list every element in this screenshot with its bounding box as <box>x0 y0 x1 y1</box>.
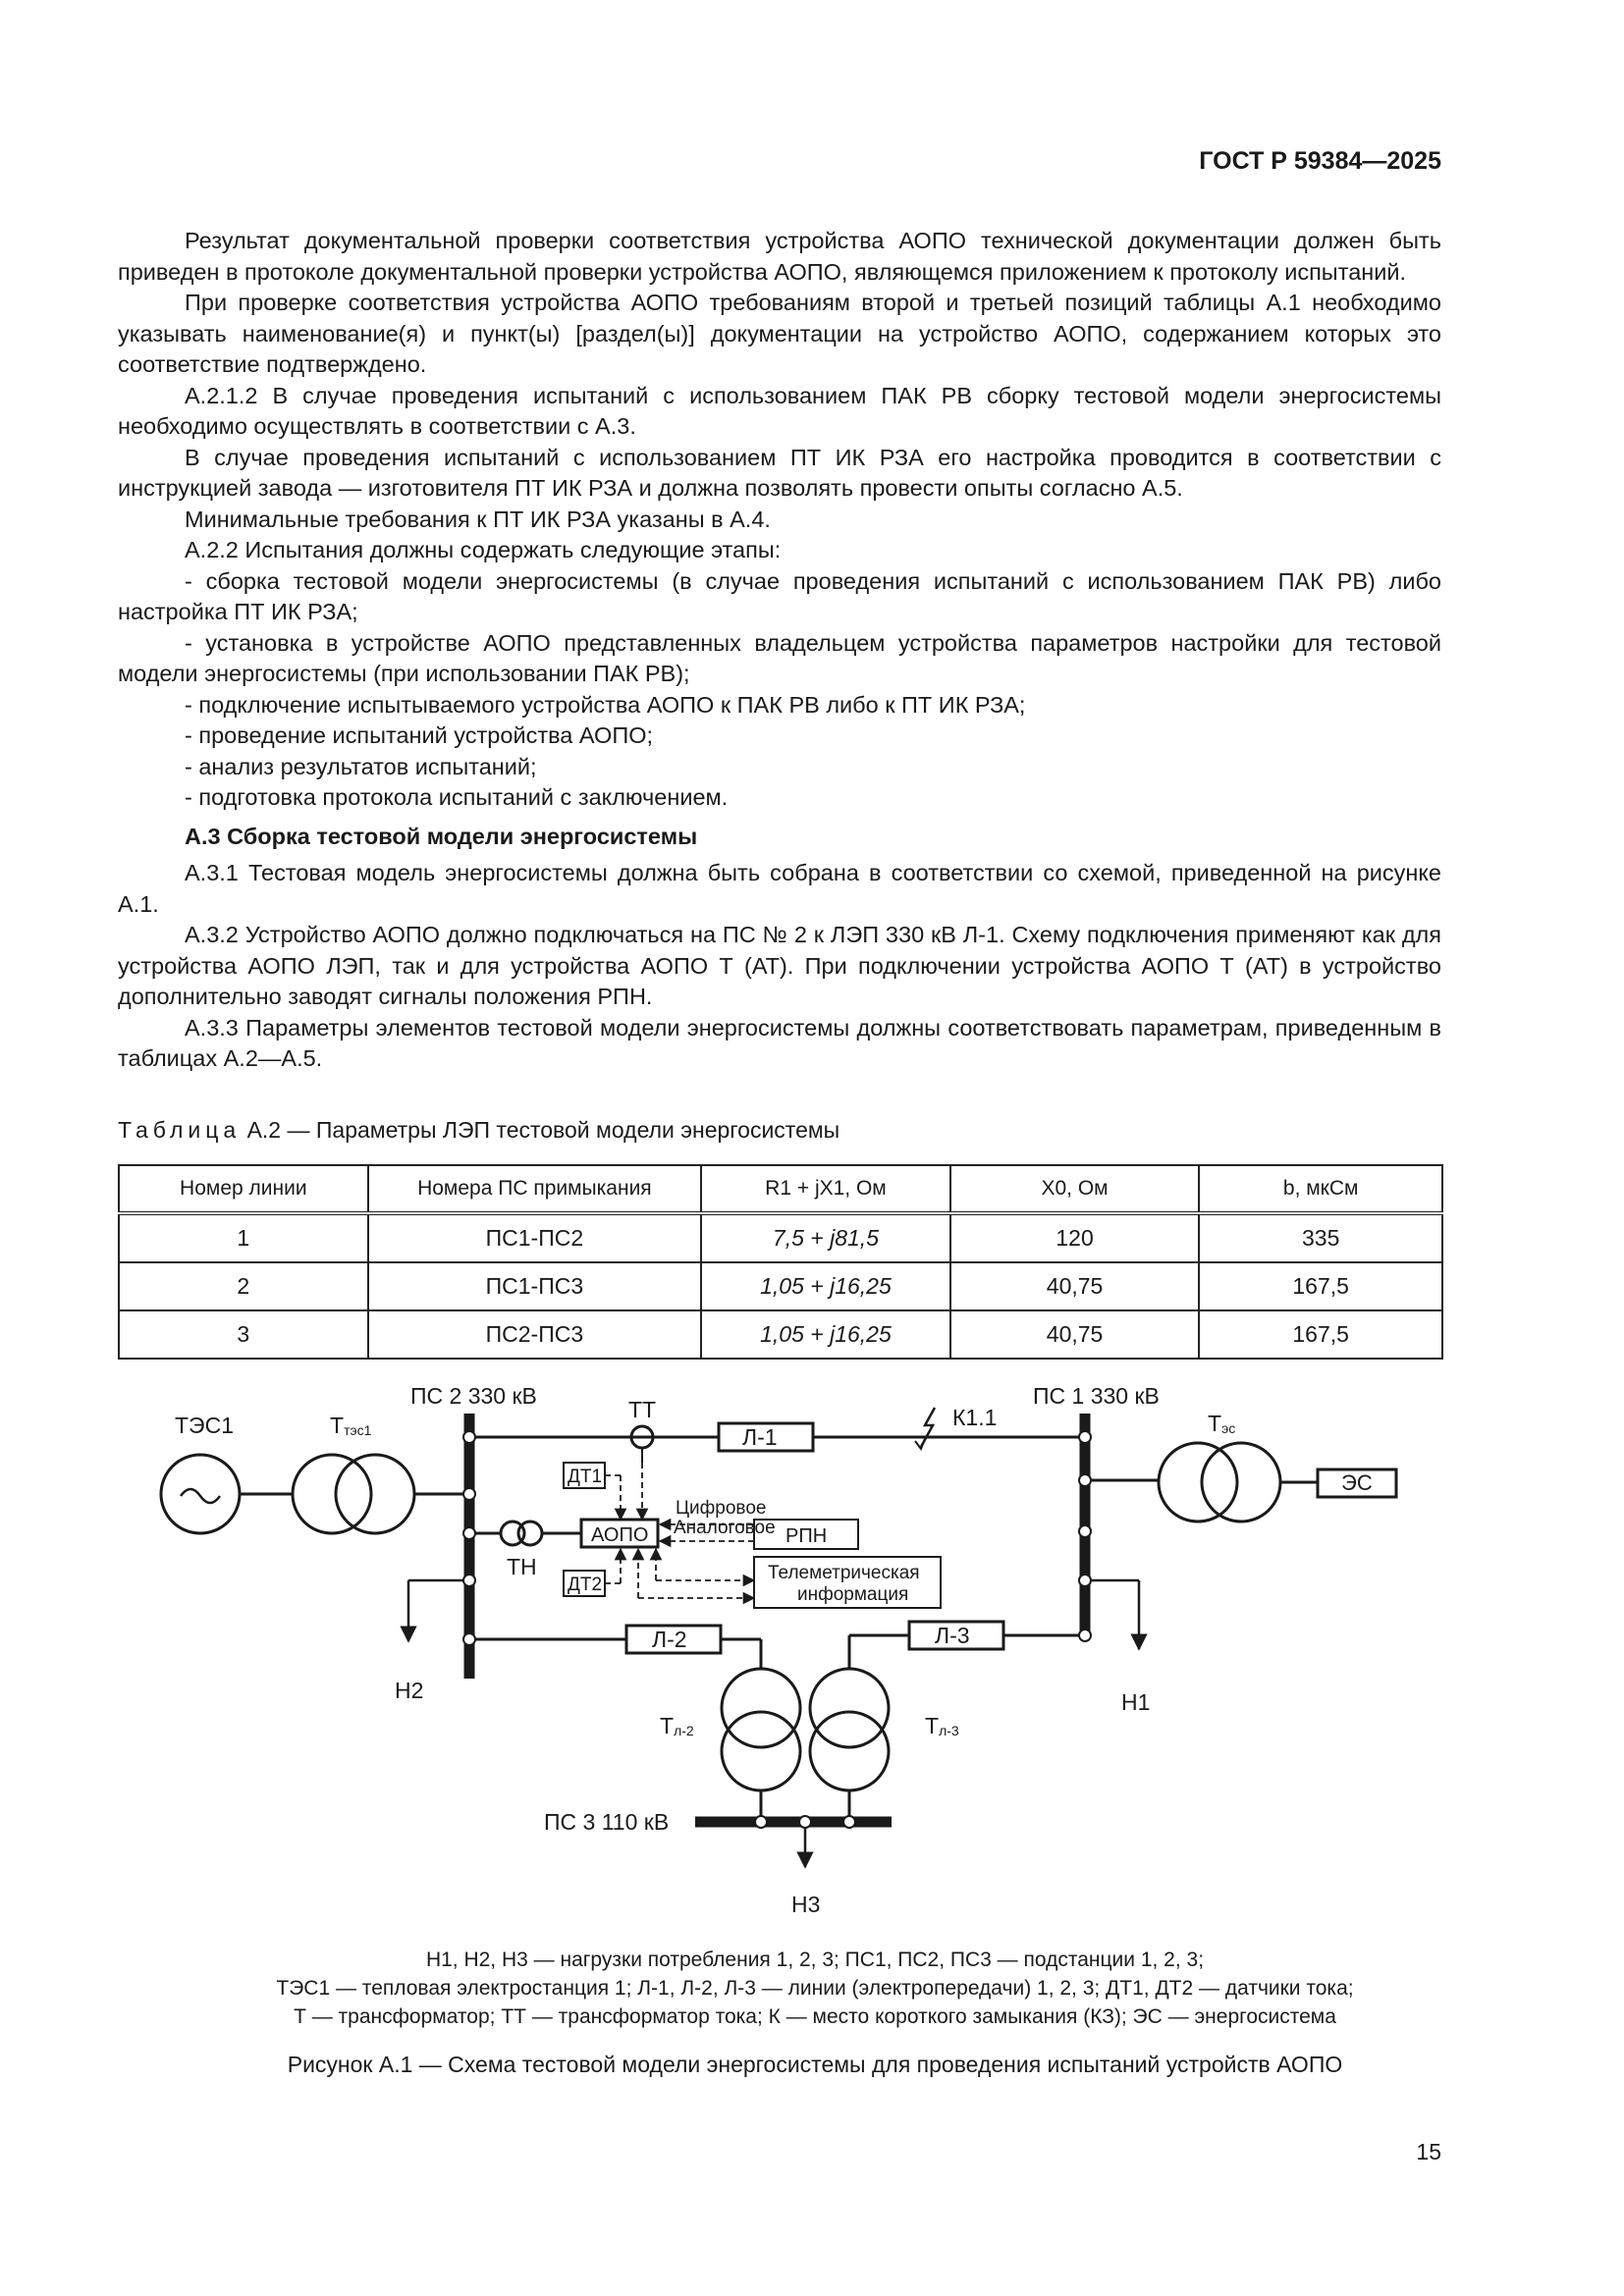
label-ps2: ПС 2 330 кВ <box>410 1383 537 1409</box>
table-caption <box>118 1117 839 1144</box>
table-cell: 1 <box>119 1213 368 1262</box>
list-item: - сборка тестовой модели энергосистемы (в случае проведения испытаний с использованием ПАК РВ) либо настройка ПТ ИК РЗА; <box>118 567 1441 624</box>
table-cell: ПС1-ПС3 <box>368 1262 702 1310</box>
label-rpn: РПН <box>785 1525 828 1547</box>
label-ps1: ПС 1 330 кВ <box>1033 1383 1160 1409</box>
paragraph: Результат документальной проверки соответствия устройства АОПО технической документации должен быть приведен в протоколе документальной проверки устройства АОПО, являющемся приложением к протоколу испытаний. <box>118 228 1441 285</box>
label-t-tes1: Tтэс1 <box>330 1413 372 1438</box>
table-caption-label: Таблица <box>118 1117 242 1143</box>
table-cell: 1,05 + j16,25 <box>701 1262 950 1310</box>
label-ps3: ПС 3 110 кВ <box>544 1809 670 1835</box>
header-cell: X0, Ом <box>950 1165 1200 1213</box>
paragraph: Минимальные требования к ПТ ИК РЗА указаны в А.4. <box>185 506 771 532</box>
header-cell: Номера ПС примыкания <box>368 1165 702 1213</box>
legend-line: ТЭС1 — тепловая электростанция 1; Л-1, Л-2, Л-3 — линии (электропередачи) 1, 2, 3; ДТ1, ДТ2 — датчики тока; <box>276 1977 1354 2000</box>
transformer-icon <box>1159 1443 1237 1522</box>
legend-line: Н1, Н2, Н3 — нагрузки потребления 1, 2, 3; ПС1, ПС2, ПС3 — подстанции 1, 2, 3; <box>425 1949 1205 1971</box>
table-cell: 120 <box>950 1213 1200 1262</box>
table-cell: 335 <box>1199 1213 1442 1262</box>
table-cell: 1,05 + j16,25 <box>701 1310 950 1359</box>
table-caption-text: А.2 — Параметры ЛЭП тестовой модели энергосистемы <box>246 1117 840 1143</box>
list-item: - анализ результатов испытаний; <box>185 753 537 779</box>
page-number: 15 <box>1416 2139 1441 2164</box>
table-row <box>119 1310 1442 1359</box>
label-l1: Л-1 <box>742 1424 778 1450</box>
list-item: - подключение испытываемого устройства АОПО к ПАК РВ либо к ПТ ИК РЗА; <box>185 691 1026 718</box>
table-row <box>119 1213 1442 1262</box>
table-cell: ПС1-ПС2 <box>368 1213 702 1262</box>
label-analog: Аналоговое <box>674 1518 776 1538</box>
transformer-icon <box>722 1669 800 1747</box>
paragraph: При проверке соответствия устройства АОПО требованиям второй и третьей позиций таблицы А.1 необходимо указывать наименование(я) и пункт(ы) [раздел(ы)] документации на устройство АОПО, содержанием которых это соответствие подтверждено. <box>118 290 1441 377</box>
fault-lightning-icon <box>921 1408 935 1447</box>
document-header: ГОСТ Р 59384—2025 <box>1199 147 1441 175</box>
label-t-es: Tэс <box>1208 1411 1236 1436</box>
table-cell: 3 <box>119 1310 368 1359</box>
transformer-icon <box>810 1669 889 1747</box>
table-cell: 167,5 <box>1199 1310 1442 1359</box>
line-parameters-table <box>118 1164 1443 1360</box>
label-t-l3: Tл-3 <box>925 1713 959 1738</box>
table-cell: 167,5 <box>1199 1262 1442 1310</box>
label-h2: Н2 <box>395 1678 424 1703</box>
figure-legend <box>118 1946 1512 2031</box>
paragraph: А.3.1 Тестовая модель энергосистемы должна быть собрана в соответствии со схемой, приведенной на рисунке А.1. <box>118 860 1441 917</box>
label-t-l2: Tл-2 <box>660 1713 694 1738</box>
table-header-row <box>119 1165 1442 1213</box>
figure-caption: Рисунок А.1 — Схема тестовой модели энергосистемы для проведения испытаний устройств АОПО <box>287 2052 1343 2077</box>
list-item: - подготовка протокола испытаний с заключением. <box>185 784 729 810</box>
paragraph: А.3.3 Параметры элементов тестовой модели энергосистемы должны соответствовать параметрам, приведенным в таблицах А.2—А.5. <box>118 1014 1441 1071</box>
table-row <box>119 1262 1442 1310</box>
paragraph: В случае проведения испытаний с использованием ПТ ИК РЗА его настройка проводится в соответствии с инструкцией завода — изготовителя ПТ ИК РЗА и должна позволять провести опыты согласно А.5. <box>118 444 1441 501</box>
table-cell: 40,75 <box>950 1310 1200 1359</box>
label-digital: Цифровое <box>676 1498 767 1519</box>
label-tt: ТТ <box>628 1397 657 1422</box>
legend-line: Т — трансформатор; ТТ — трансформатор тока; К — место короткого замыкания (КЗ); ЭС — энергосистема <box>294 2005 1336 2028</box>
paragraph: А.2.1.2 В случае проведения испытаний с использованием ПАК РВ сборку тестовой модели энергосистемы необходимо осуществлять в соответствии с А.3. <box>118 382 1441 439</box>
label-h3: Н3 <box>791 1892 821 1917</box>
list-item: - установка в устройстве АОПО представленных владельцем устройства параметров настройки для тестовой модели энергосистемы (при использовании ПАК РВ); <box>118 629 1441 686</box>
label-es: ЭС <box>1341 1470 1373 1495</box>
table-cell: ПС2-ПС3 <box>368 1310 702 1359</box>
header-cell: R1 + jX1, Ом <box>701 1165 950 1213</box>
header-cell: b, мкСм <box>1199 1165 1442 1213</box>
label-tn: ТН <box>507 1554 537 1579</box>
table-cell: 40,75 <box>950 1262 1200 1310</box>
table-cell: 2 <box>119 1262 368 1310</box>
label-k11: К1.1 <box>952 1405 998 1430</box>
body-text <box>118 226 1441 1075</box>
paragraph: А.2.2 Испытания должны содержать следующие этапы: <box>185 537 782 562</box>
label-dt1: ДТ1 <box>568 1467 603 1487</box>
label-aopo: АОПО <box>591 1524 649 1546</box>
header-cell: Номер линии <box>119 1165 368 1213</box>
paragraph: А.3.2 Устройство АОПО должно подключаться на ПС № 2 к ЛЭП 330 кВ Л-1. Схему подключения применяют как для устройства АОПО ЛЭП, так и для устройства АОПО Т (АТ). При подключении устройства АОПО Т (АТ) в устройство дополнительно заводят сигналы положения РПН. <box>118 922 1441 1009</box>
label-l2: Л-2 <box>652 1627 687 1652</box>
label-l3: Л-3 <box>935 1623 970 1648</box>
list-item: - проведение испытаний устройства АОПО; <box>185 722 654 748</box>
table-cell: 7,5 + j81,5 <box>701 1213 950 1262</box>
section-title: А.3 Сборка тестовой модели энергосистемы <box>185 823 698 849</box>
label-h1: Н1 <box>1121 1689 1151 1715</box>
power-system-diagram <box>118 1374 1443 1934</box>
label-telemetry-2: информация <box>797 1584 909 1605</box>
transformer-icon <box>293 1455 371 1533</box>
label-dt2: ДТ2 <box>568 1575 603 1595</box>
label-tes1: ТЭС1 <box>175 1413 234 1438</box>
label-telemetry-1: Телеметрическая <box>768 1563 920 1583</box>
